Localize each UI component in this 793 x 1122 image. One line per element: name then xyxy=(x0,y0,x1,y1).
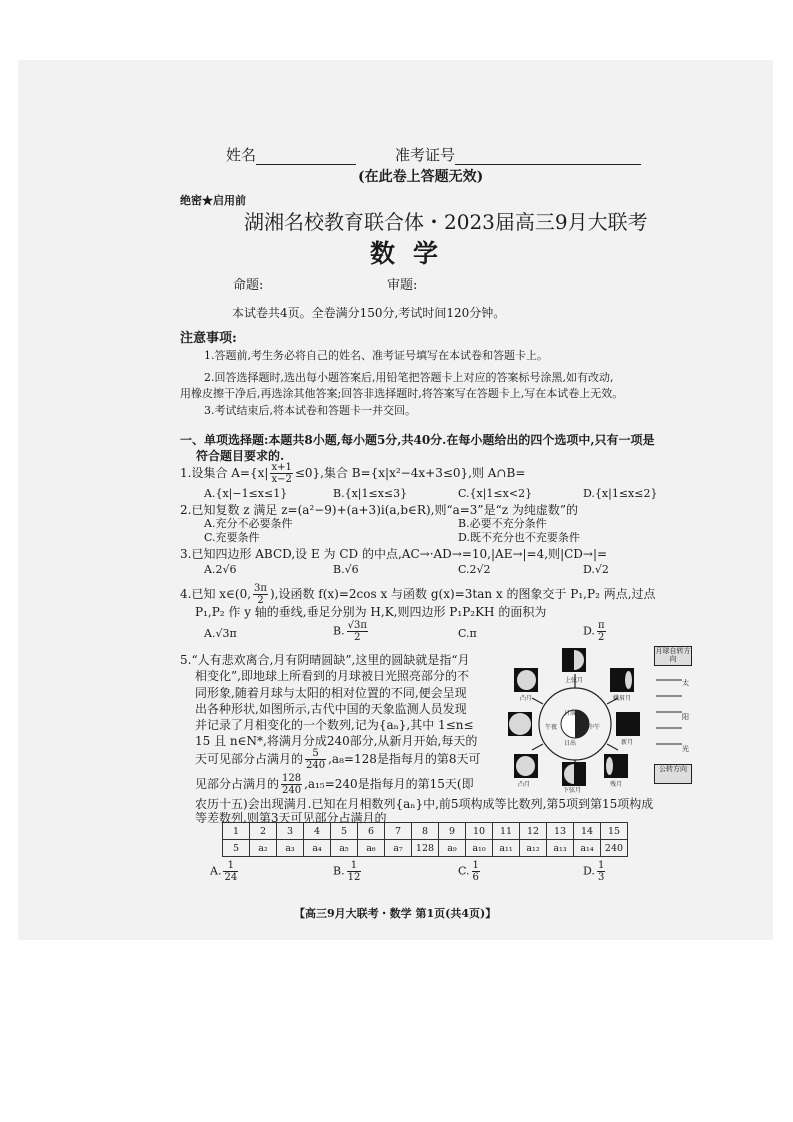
figure-label-waning-gibbous: 凸月 xyxy=(518,781,531,788)
q4-part-a: 4.已知 x∈(0, xyxy=(180,587,252,601)
q1-option-a: A.{x|−1≤x≤1} xyxy=(204,487,288,500)
q5-option-d: D. $\frac{1}{3}$ xyxy=(583,860,605,883)
q5-line-5: 并记录了月相变化的一个数列,记为{aₙ},其中 1≤n≤ xyxy=(195,718,474,732)
page-footer: 【高三9月大联考・数学 第1页(共4页)】 xyxy=(294,907,497,920)
table-row-index: 1 2 3 4 5 6 7 8 9 10 11 12 13 14 15 xyxy=(223,823,628,840)
reviewer-label: 审题: xyxy=(387,278,418,293)
figure-label-midnight: 午夜 xyxy=(545,724,558,731)
name-field xyxy=(226,144,356,165)
moon-waning-crescent xyxy=(604,754,628,778)
q2-option-c: C.充要条件 xyxy=(204,531,260,544)
q3-option-a: A.2√6 xyxy=(204,563,237,576)
moon-new xyxy=(616,712,640,736)
q5-option-c: C. $\frac{1}{6}$ xyxy=(458,860,479,883)
revolution-direction-box: 公转方向 xyxy=(654,764,692,784)
q4-option-a: A.√3π xyxy=(204,627,237,640)
confidential-mark: 绝密★启用前 xyxy=(180,194,246,207)
figure-label-last-quarter: 下弦月 xyxy=(563,787,582,794)
q5-option-b: B. $\frac{1}{12}$ xyxy=(333,860,361,883)
section-1-subtitle: 符合题目要求的. xyxy=(196,449,285,463)
q3-option-d: D.√2 xyxy=(583,563,609,576)
question-1 xyxy=(180,462,525,485)
sequence-table xyxy=(222,822,628,857)
exam-info: 本试卷共4页。全卷满分150分,考试时间120分钟。 xyxy=(232,306,506,320)
q5-option-a: A. $\frac{1}{24}$ xyxy=(210,860,238,883)
sunlight-label-3: 光 xyxy=(682,745,689,753)
q1-option-b: B.{x|1≤x≤3} xyxy=(333,487,408,500)
figure-label-gibbous: 凸月 xyxy=(520,695,533,702)
moon-last-quarter xyxy=(562,762,586,786)
q5-line-9: 农历十五)会出现满月.已知在月相数列{aₙ}中,前5项构成等比数列,第5项到第15项构成 xyxy=(195,797,654,811)
rotation-direction-box: 月球自转方向 xyxy=(654,646,692,666)
question-2: 2.已知复数 z 满足 z=(a²−9)+(a+3)i(a,b∈R),则“a=3”是“z 为纯虚数”的 xyxy=(180,503,578,517)
q2-option-a: A.充分不必要条件 xyxy=(204,517,293,530)
q5-line-2: 相变化”,即地球上所看到的月球被日光照亮部分的不 xyxy=(195,669,469,683)
q1-part-a: 1.设集合 A={x| xyxy=(180,466,269,480)
q4-option-b: B. $\frac{√3\pi}{2}$ xyxy=(333,620,367,643)
question-4-line2: P₁,P₂ 作 y 轴的垂线,垂足分别为 H,K,则四边形 P₁P₂KH 的面积为 xyxy=(195,605,547,619)
exam-id-label: 准考证号 xyxy=(395,146,456,164)
note-2a: 2.回答选择题时,选出每小题答案后,用铅笔把答题卡上对应的答案标号涂黑,如有改动, xyxy=(204,371,614,384)
q5-line-3: 同形象,随着月球与太阳的相对位置的不同,便会呈现 xyxy=(195,686,467,700)
q4-fraction: $\frac{3\pi}{2}$ xyxy=(254,583,267,606)
setter-label: 命题: xyxy=(233,278,264,293)
moon-first-quarter xyxy=(562,648,586,672)
table-row-values: 5 a₂ a₃ a₄ a₅ a₆ a₇ 128 a₉ a₁₀ a₁₁ a₁₂ a₁₃ a₁₄ 240 xyxy=(223,840,628,857)
figure-label-crescent: 娥眉月 xyxy=(613,695,632,702)
moon-waxing-gibbous xyxy=(514,668,538,692)
q5-line-6: 15 且 n∈N*,将满月分成240部分,从新月开始,每天的 xyxy=(195,734,478,748)
q5-line-7: 天可见部分占满月的 $\frac{5}{240}$ ,a₈=128是指每月的第8天可 xyxy=(195,748,481,771)
moon-waxing-crescent xyxy=(610,668,634,692)
exam-title: 湖湘名校教育联合体・2023届高三9月大联考 xyxy=(244,210,648,234)
moon-waning-gibbous xyxy=(514,754,538,778)
q4-option-c: C.π xyxy=(458,627,477,640)
figure-label-sunrise: 日出 xyxy=(564,740,577,747)
q4-option-d: D. $\frac{\pi}{2}$ xyxy=(583,620,605,643)
q2-option-b: B.必要不充分条件 xyxy=(458,517,547,530)
q5-line-8: 见部分占满月的 $\frac{128}{240}$ ,a₁₅=240是指每月的第15天(即 xyxy=(195,773,474,796)
note-1: 1.答题前,考生务必将自己的姓名、准考证号填写在本试卷和答题卡上。 xyxy=(204,349,548,362)
q1-option-d: D.{x|1≤x≤2} xyxy=(583,487,658,500)
q5-line-10: 等差数列,则第3天可见部分占满月的 xyxy=(195,811,387,825)
q1-fraction: $\frac{x+1}{x-2}$ xyxy=(271,462,292,485)
notes-title: 注意事项: xyxy=(180,331,237,346)
q5-line-4: 出各种形状,如图所示,古代中国的天象监测人员发现 xyxy=(195,702,467,716)
exam-id-field xyxy=(395,144,641,165)
q3-option-b: B.√6 xyxy=(333,563,359,576)
sunlight-label-1: 太 xyxy=(682,679,689,687)
moon-full xyxy=(508,712,532,736)
name-label: 姓名 xyxy=(226,146,257,164)
note-3: 3.考试结束后,将本试卷和答题卡一并交回。 xyxy=(204,404,416,417)
q4-part-b: ),设函数 f(x)=2cos x 与函数 g(x)=3tan x 的图象交于 P₁,P₂ 两点,过点 xyxy=(269,587,656,601)
section-1-title: 一、单项选择题:本题共8小题,每小题5分,共40分.在每小题给出的四个选项中,只有一项是 xyxy=(180,433,655,447)
q2-option-d: D.既不充分也不充要条件 xyxy=(458,531,580,544)
figure-label-first-quarter: 上弦月 xyxy=(565,677,584,684)
figure-label-noon: 中午 xyxy=(588,724,601,731)
figure-label-new: 新月 xyxy=(621,739,634,746)
q3-option-c: C.2√2 xyxy=(458,563,491,576)
notice-invalid: (在此卷上答题无效) xyxy=(358,169,484,185)
question-3: 3.已知四边形 ABCD,设 E 为 CD 的中点,AC→·AD→=10,|AE→|=4,则|CD→|= xyxy=(180,547,608,561)
note-2b: 用橡皮擦干净后,再选涂其他答案;回答非选择题时,将答案写在答题卡上,写在本试卷上无效。 xyxy=(180,387,624,400)
q1-part-b: ≤0},集合 B={x|x²−4x+3≤0},则 A∩B= xyxy=(294,466,526,480)
sunlight-label-2: 阳 xyxy=(682,713,689,721)
subject-title: 数学 xyxy=(370,239,457,268)
figure-label-waning: 残月 xyxy=(610,781,623,788)
q1-option-c: C.{x|1≤x<2} xyxy=(458,487,533,500)
moon-phase-figure xyxy=(500,644,650,794)
q5-line-1: 5.“人有悲欢离合,月有阴晴圆缺”,这里的圆缺就是指“月 xyxy=(180,653,470,667)
figure-label-sunset: 日落 xyxy=(564,710,577,717)
